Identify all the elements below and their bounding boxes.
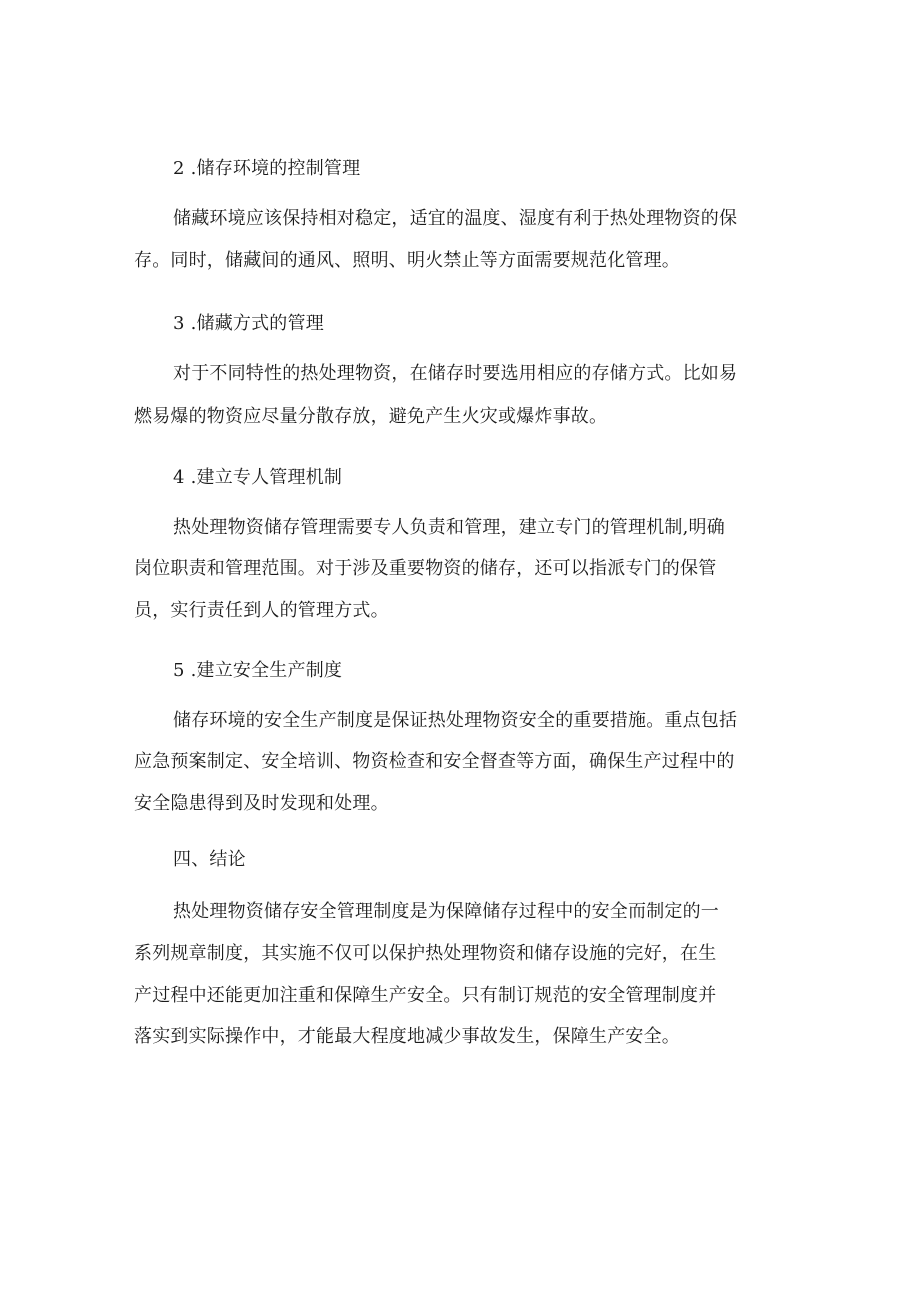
section-heading: 2 .储存环境的控制管理 xyxy=(173,158,361,179)
paragraph-line: 员，实行责任到人的管理方式。 xyxy=(134,600,389,621)
paragraph-line: 落实到实际操作中，才能最大程度地减少事故发生，保障生产安全。 xyxy=(134,1026,680,1047)
section-heading: 5 .建立安全生产制度 xyxy=(173,660,343,681)
paragraph-line: 燃易爆的物资应尽量分散存放，避免产生火灾或爆炸事故。 xyxy=(134,406,608,427)
paragraph-line: 热处理物资储存安全管理制度是为保障储存过程中的安全而制定的一 xyxy=(173,901,719,922)
section-heading: 四、结论 xyxy=(173,849,246,870)
paragraph-line: 应急预案制定、安全培训、物资检查和安全督查等方面，确保生产过程中的 xyxy=(134,751,735,772)
section-heading: 4 .建立专人管理机制 xyxy=(173,467,343,488)
paragraph-line: 存。同时，储藏间的通风、照明、明火禁止等方面需要规范化管理。 xyxy=(134,250,680,271)
paragraph-line: 对于不同特性的热处理物资，在储存时要选用相应的存储方式。比如易 xyxy=(173,363,738,384)
paragraph-line: 系列规章制度，其实施不仅可以保护热处理物资和储存设施的完好，在生 xyxy=(134,943,717,964)
paragraph-line: 岗位职责和管理范围。对于涉及重要物资的储存，还可以指派专门的保管 xyxy=(134,558,717,579)
paragraph-line: 储藏环境应该保持相对稳定，适宜的温度、湿度有利于热处理物资的保 xyxy=(173,208,738,229)
paragraph-line: 储存环境的安全生产制度是保证热处理物资安全的重要措施。重点包括 xyxy=(173,710,738,731)
paragraph-line: 热处理物资储存管理需要专人负责和管理，建立专门的管理机制,明确 xyxy=(173,517,725,538)
section-heading: 3 .储藏方式的管理 xyxy=(173,313,324,334)
paragraph-line: 安全隐患得到及时发现和处理。 xyxy=(134,793,389,814)
paragraph-line: 产过程中还能更加注重和保障生产安全。只有制订规范的安全管理制度并 xyxy=(134,985,717,1006)
